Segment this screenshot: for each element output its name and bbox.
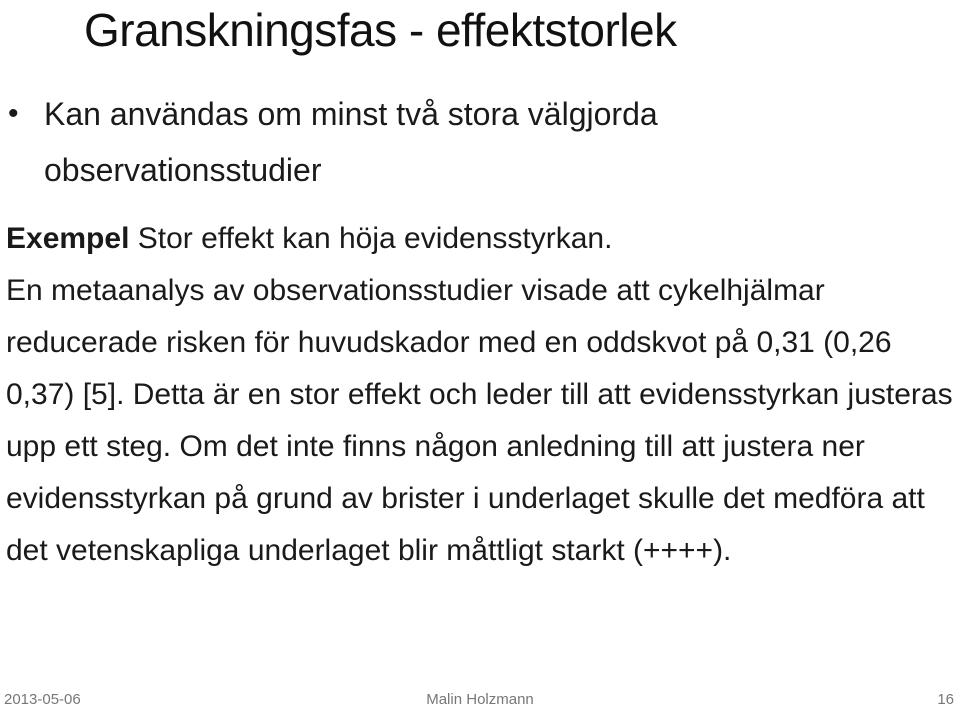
example-block	[6, 213, 954, 577]
bullet-text: Kan användas om minst två stora välgjorda observationsstudier	[44, 96, 658, 188]
example-line	[6, 213, 954, 265]
example-paragraph: En metaanalys av observationsstudier visade att cykelhjälmar reducerade risken för huvudskador med en oddskvot på 0,31 (0,26 0,37) [5]. Detta är en stor effekt och leder till att evidensstyrkan justeras upp ett steg. Om det inte finns någon anledning till att justera ner evidensstyrkan på grund av brister i underlaget skulle det medföra att det vetenskapliga underlaget blir måttligt starkt (++++).	[6, 274, 953, 567]
bullet-item	[8, 86, 938, 198]
example-label: Exempel	[6, 222, 130, 255]
footer-page-number: 16	[937, 691, 954, 708]
slide-title: Granskningsfas - effektstorlek	[84, 4, 677, 56]
slide-footer	[0, 688, 960, 711]
footer-date: 2013-05-06	[4, 691, 81, 708]
bullet-dot-icon: •	[8, 97, 19, 130]
example-text: Stor effekt kan höja evidensstyrkan.	[129, 222, 613, 255]
footer-author: Malin Holzmann	[426, 691, 534, 708]
